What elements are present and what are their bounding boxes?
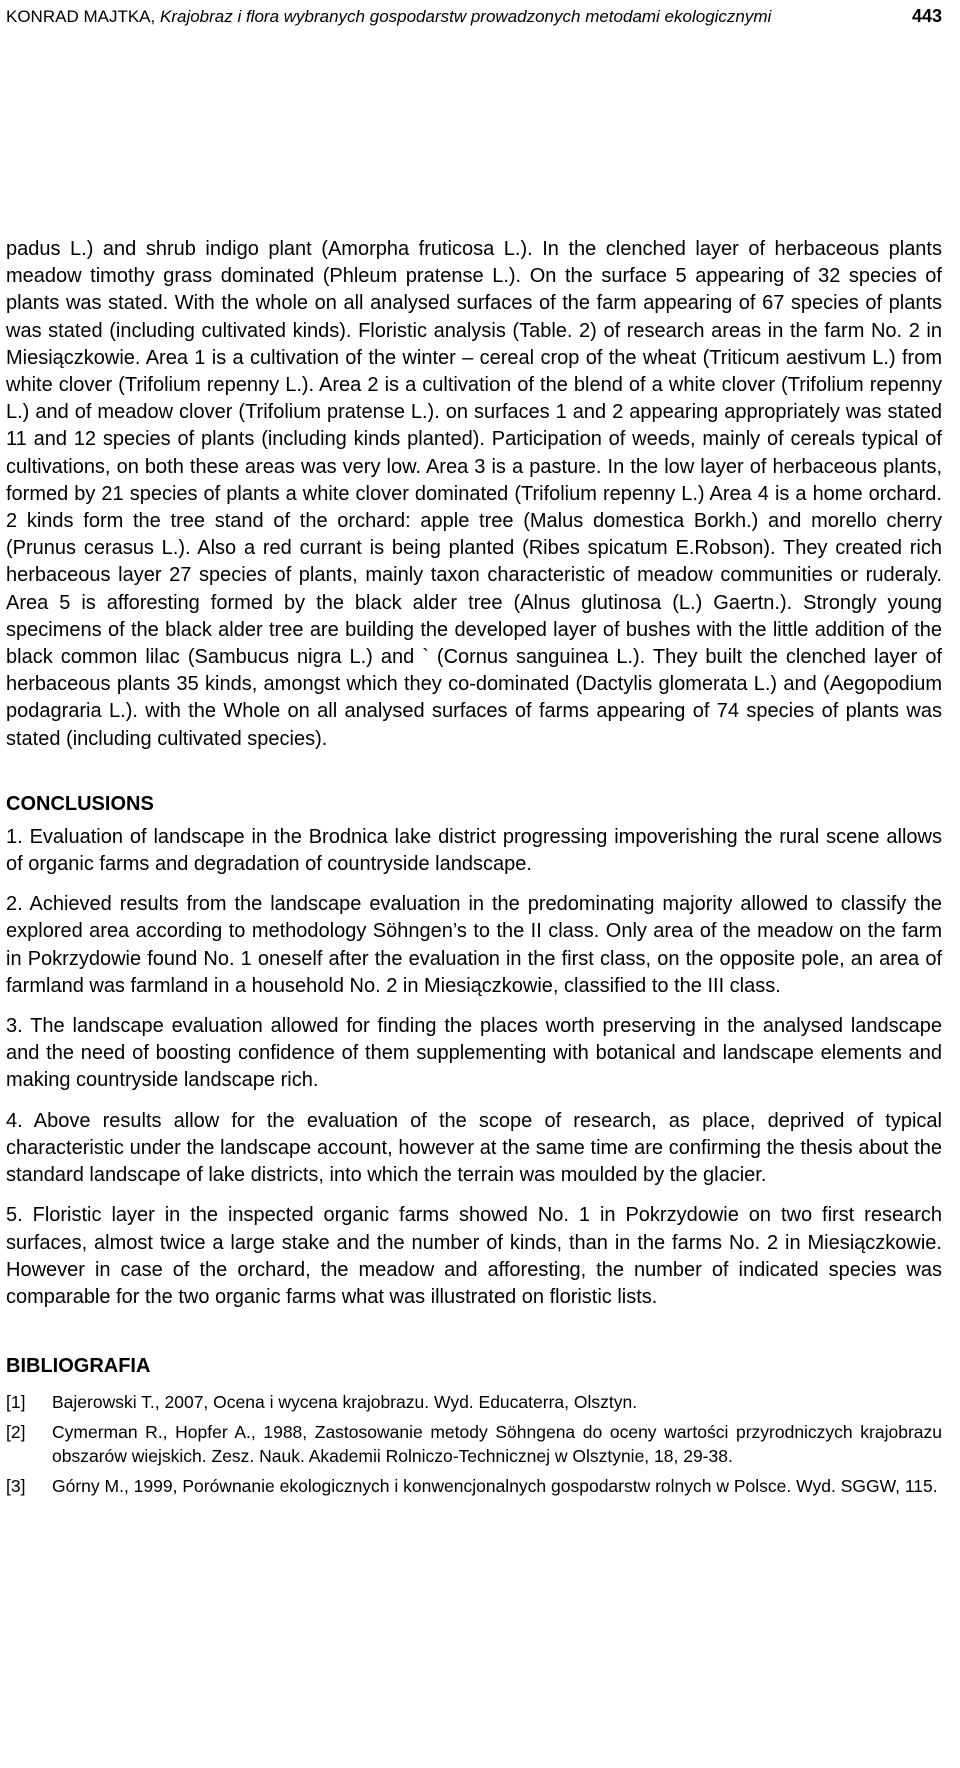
bibliography-item-3 — [6, 1474, 942, 1498]
running-head-author: KONRAD MAJTKA, — [6, 7, 156, 26]
bibliography-number: [3] — [6, 1476, 26, 1497]
conclusion-item-5: 5. Floristic layer in the inspected organic farms showed No. 1 in Pokrzydowie on two first research surfaces, almost twice a large stake and the number of kinds, than in the farms No. 2 in Miesiączkowie. However in case of the orchard, the meadow and afforesting, the number of indicated species was comparable for the two organic farms what was illustrated on floristic lists. — [6, 1204, 942, 1308]
bibliography-text: Bajerowski T., 2007, Ocena i wycena krajobrazu. Wyd. Educaterra, Olsztyn. — [52, 1392, 638, 1413]
conclusion-item-2: 2. Achieved results from the landscape evaluation in the predominating majority allowed to classify the explored area according to methodology Söhngen’s to the II class. Only area of the meadow on the farm in Pokrzydowie found No. 1 oneself after the evaluation in the first class, on the opposite pole, an area of farmland was farmland in a household No. 2 in Miesiączkowie, classified to the III class. — [6, 893, 942, 997]
bibliography-heading: BIBLIOGRAFIA — [6, 1355, 151, 1378]
conclusions-heading: CONCLUSIONS — [6, 792, 154, 815]
conclusion-item-3: 3. The landscape evaluation allowed for finding the places worth preserving in the analysed landscape and the need of boosting confidence of them supplementing with botanical and landscape elements and making countryside landscape rich. — [6, 1015, 942, 1092]
bibliography-text: Cymerman R., Hopfer A., 1988, Zastosowanie metody Söhngena do oceny wartości przyrodniczych krajobrazu obszarów wiejskich. Zesz. Nauk. Akademii Rolniczo-Technicznej w Olsztynie, 18, 29-38. — [52, 1422, 942, 1467]
conclusion-item-4: 4. Above results allow for the evaluation of the scope of research, as place, deprived of typical characteristic under the landscape account, however at the same time are confirming the thesis about the standard landscape of lake districts, into which the terrain was moulded by the glacier. — [6, 1109, 942, 1187]
bibliography-item-2 — [6, 1420, 942, 1468]
body-paragraph: padus L.) and shrub indigo plant (Amorpha fruticosa L.). In the clenched layer of herbaceous plants meadow timothy grass dominated (Phleum pratense L.). On the surface 5 appearing of 32 species of plants was stated. With the whole on all analysed surfaces of the farm appearing of 67 species of plants was stated (including cultivated kinds). Floristic analysis (Table. 2) of research areas in the farm No. 2 in Miesiączkowie. Area 1 is a cultivation of the winter – cereal crop of the wheat (Triticum aestivum L.) from white clover (Trifolium repenny L.). Area 2 is a cultivation of the blend of a white clover (Trifolium repenny L.) and of meadow clover (Trifolium pratense L.). on surfaces 1 and 2 appearing appropriately was stated 11 and 12 species of plants (including kinds planted). Participation of weeds, mainly of cereals typical of cultivations, on both these areas was very low. Area 3 is a pasture. In the low layer of herbaceous plants, formed by 21 species of plants a white clover dominated (Trifolium repenny L.) Area 4 is a home orchard. 2 kinds form the tree stand of the orchard: apple tree (Malus domestica Borkh.) and morello cherry (Prunus cerasus L.). Also a red currant is being planted (Ribes spicatum E.Robson). They created rich herbaceous layer 27 species of plants, mainly taxon characteristic of meadow communities or ruderaly. Area 5 is afforesting formed by the black alder tree (Alnus glutinosa (L.) Gaertn.). Strongly young specimens of the black alder tree are building the developed layer of bushes with the little addition of the black common lilac (Sambucus nigra L.) and ` (Cornus sanguinea L.). They built the clenched layer of herbaceous plants 35 kinds, amongst which they co-dominated (Dactylis glomerata L.) and (Aegopodium podagraria L.). with the Whole on all analysed surfaces of farms appearing of 74 species of plants was stated (including cultivated species). — [6, 238, 942, 750]
bibliography-number: [2] — [6, 1422, 26, 1443]
bibliography-text: Górny M., 1999, Porównanie ekologicznych i konwencjonalnych gospodarstw rolnych w Polsce. Wyd. SGGW, 115. — [52, 1476, 938, 1497]
page-number: 443 — [911, 6, 942, 26]
bibliography-number: [1] — [6, 1392, 26, 1413]
bibliography-list — [6, 1390, 942, 1498]
running-head-title — [6, 7, 771, 27]
conclusions-list — [6, 824, 942, 1311]
running-head-article-title: Krajobraz i flora wybranych gospodarstw prowadzonych metodami ekologicznymi — [159, 7, 772, 26]
running-head — [6, 0, 942, 36]
conclusion-item-1: 1. Evaluation of landscape in the Brodnica lake district progressing impoverishing the rural scene allows of organic farms and degradation of countryside landscape. — [6, 825, 942, 876]
bibliography-item-1 — [6, 1390, 942, 1414]
